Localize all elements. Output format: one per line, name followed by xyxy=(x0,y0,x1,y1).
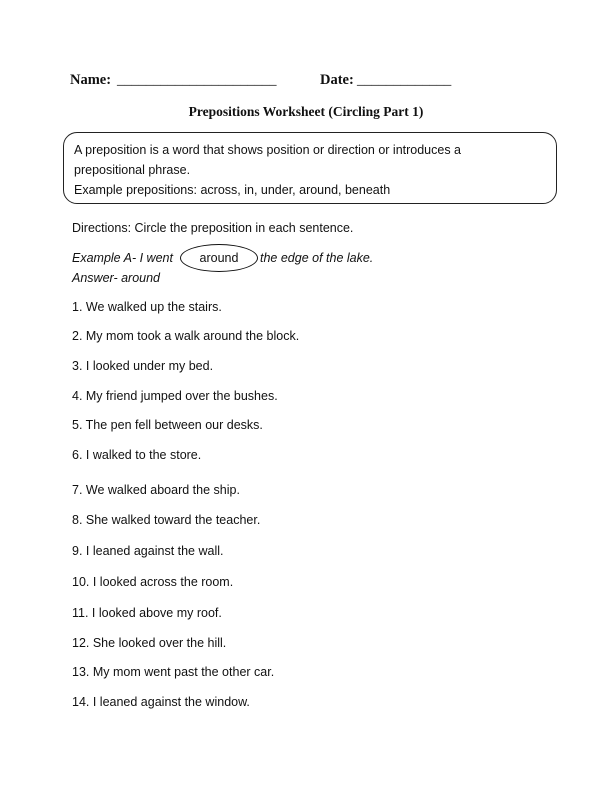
question-8[interactable]: 8. She walked toward the teacher. xyxy=(72,513,261,527)
question-7[interactable]: 7. We walked aboard the ship. xyxy=(72,483,240,497)
example-circled-word: around xyxy=(180,244,258,272)
example-rest-text: the edge of the lake. xyxy=(260,251,374,265)
question-2[interactable]: 2. My mom took a walk around the block. xyxy=(72,329,300,343)
date-blank-line[interactable]: _____________ xyxy=(357,72,452,88)
directions-text: Directions: Circle the preposition in each sentence. xyxy=(72,221,354,235)
question-13[interactable]: 13. My mom went past the other car. xyxy=(72,665,275,679)
example-answer: Answer- around xyxy=(72,271,161,285)
example-lead-text: Example A- I went xyxy=(72,251,173,265)
question-14[interactable]: 14. I leaned against the window. xyxy=(72,695,250,709)
question-3[interactable]: 3. I looked under my bed. xyxy=(72,359,214,373)
question-11[interactable]: 11. I looked above my roof. xyxy=(72,606,222,620)
definition-line-2: prepositional phrase. xyxy=(74,163,191,177)
question-12[interactable]: 12. She looked over the hill. xyxy=(72,636,227,650)
definition-line-3: Example prepositions: across, in, under, around, beneath xyxy=(74,183,391,197)
name-label: Name: xyxy=(70,72,112,88)
date-label: Date: xyxy=(320,72,354,88)
question-10[interactable]: 10. I looked across the room. xyxy=(72,575,234,589)
question-4[interactable]: 4. My friend jumped over the bushes. xyxy=(72,389,278,403)
question-6[interactable]: 6. I walked to the store. xyxy=(72,448,202,462)
definition-line-1: A preposition is a word that shows position or direction or introduces a xyxy=(74,143,462,157)
definition-box xyxy=(63,132,557,204)
worksheet-title: Prepositions Worksheet (Circling Part 1) xyxy=(188,104,424,119)
question-1[interactable]: 1. We walked up the stairs. xyxy=(72,300,222,314)
question-9[interactable]: 9. I leaned against the wall. xyxy=(72,544,224,558)
name-blank-line[interactable]: ______________________ xyxy=(117,72,277,88)
question-5[interactable]: 5. The pen fell between our desks. xyxy=(72,418,263,432)
